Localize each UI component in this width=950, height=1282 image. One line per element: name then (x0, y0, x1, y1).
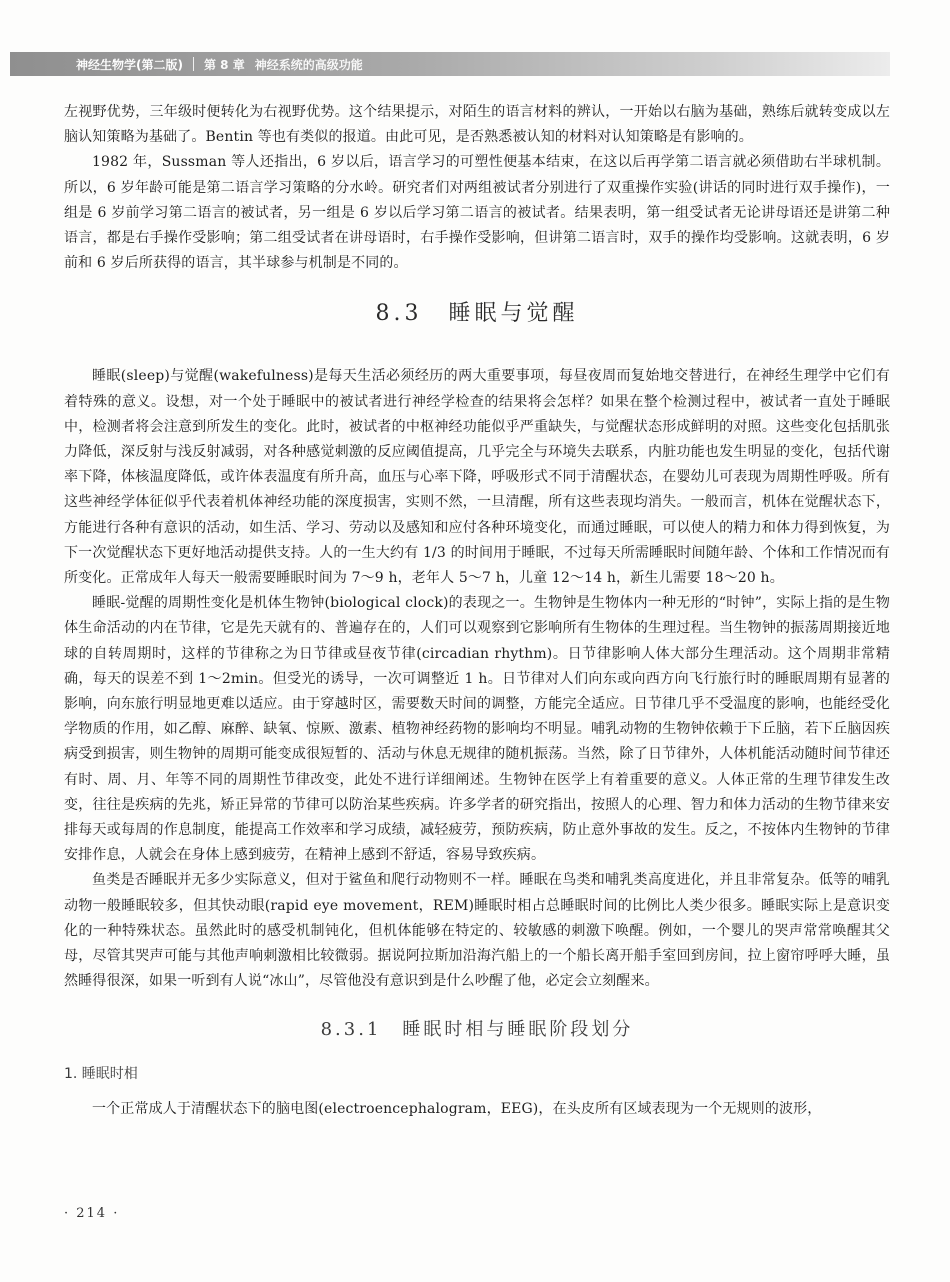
book-title: 神经生物学(第二版) (76, 57, 183, 72)
item-heading: 1. 睡眠时相 (64, 1065, 138, 1082)
subsection-title: 8.3.1 睡眠时相与睡眠阶段划分 (320, 1018, 634, 1040)
chapter-title: 神经系统的高级功能 (254, 57, 363, 72)
header-divider (193, 57, 194, 71)
chapter-label: 第 8 章 (203, 57, 245, 72)
page-body (64, 100, 890, 1122)
eeg-paragraph: 一个正常成人于清醒状态下的脑电图(electroencephalogram，EEG)，在头皮所有区域表现为一个无规则的波形， (92, 1100, 822, 1117)
biological-clock-paragraph: 睡眠-觉醒的周期性变化是机体生物钟(biological clock)的表现之一。生物钟是生物体内一种无形的“时钟”，实际上指的是生物体生命活动的内在节律，它是先天就有的、普遍存在的，人们可以观察到它影响所有生物体的生理过程。当生物钟的振荡周期接近地球的自转周期时，这样的节律称之为日节律或昼夜节律(circadian rhythm)。日节律影响人体大部分生理活动。这个周期非常精确，每天的误差不到 1～2min。但受光的诱导，一次可调整近 1 h。日节律对人们向东或向西方向飞行旅行时的睡眠周期有显著的影响，向东旅行明显地更难以适应。由于穿越时区，需要数天时间的调整，方能完全适应。日节律几乎不受温度的影响，也能经受化学物质的作用，如乙醇、麻醉、缺氧、惊厥、激素、植物神经药物的影响均不明显。哺乳动物的生物钟依赖于下丘脑，若下丘脑因疾病受到损害，则生物钟的周期可能变成很短暂的、活动与休息无规律的随机振荡。当然，除了日节律外，人体机能活动随时间节律还有时、周、月、年等不同的周期性节律改变，此处不进行详细阐述。生物钟在医学上有着重要的意义。人体正常的生理节律发生改变，往往是疾病的先兆，矫正异常的节律可以防治某些疾病。许多学者的研究指出，按照人的心理、智力和体力活动的生物节律来安排每天或每周的作息制度，能提高工作效率和学习成绩，减轻疲劳，预防疾病，防止意外事故的发生。反之，不按体内生物钟的节律安排作息，人就会在身体上感到疲劳，在精神上感到不舒适，容易导致疾病。 (64, 595, 890, 864)
intro-paragraph-continued: 左视野优势，三年级时便转化为右视野优势。这个结果提示，对陌生的语言材料的辨认，一开始以右脑为基础，熟练后就转变成以左脑认知策略为基础了。Bentin 等也有类似的报道。由此可见，是否熟悉被认知的材料对认知策略是有影响的。 (64, 104, 890, 146)
sleep-wake-paragraph: 睡眠(sleep)与觉醒(wakefulness)是每天生活必须经历的两大重要事项，每昼夜周而复始地交替进行，在神经生理学中它们有着特殊的意义。设想，对一个处于睡眠中的被试者进行神经学检查的结果将会怎样？如果在整个检测过程中，被试者一直处于睡眠中，检测者将会注意到所发生的变化。此时，被试者的中枢神经功能似乎严重缺失，与觉醒状态形成鲜明的对照。这些变化包括肌张力降低，深反射与浅反射减弱，对各种感觉刺激的反应阈值提高，几乎完全与环境失去联系，内脏功能也发生明显的变化，包括代谢率下降，体核温度降低，或许体表温度有所升高，血压与心率下降，呼吸形式不同于清醒状态，在婴幼儿可表现为周期性呼吸。所有这些神经学体征似乎代表着机体神经功能的深度损害，实则不然，一旦清醒，所有这些表现均消失。一般而言，机体在觉醒状态下，方能进行各种有意识的活动，如生活、学习、劳动以及感知和应付各种环境变化，而通过睡眠，可以使人的精力和体力得到恢复，为下一次觉醒状态下更好地活动提供支持。人的一生大约有 1/3 的时间用于睡眠，不过每天所需睡眠时间随年龄、个体和工作情况而有所变化。正常成年人每天一般需要睡眠时间为 7～9 h，老年人 5～7 h，儿童 12～14 h，新生儿需要 18～20 h。 (64, 368, 890, 587)
section-title: 8.3 睡眠与觉醒 (375, 301, 579, 327)
animal-sleep-paragraph: 鱼类是否睡眠并无多少实际意义，但对于鲨鱼和爬行动物则不一样。睡眠在鸟类和哺乳类高度进化，并且非常复杂。低等的哺乳动物一般睡眠较多，但其快动眼(rapid eye movement，REM)睡眠时相占总睡眠时间的比例比人类少很多。睡眠实际上是意识变化的一种特殊状态。虽然此时的感受机制钝化，但机体能够在特定的、较敏感的刺激下唤醒。例如，一个婴儿的哭声常常唤醒其父母，尽管其哭声可能与其他声响刺激相比较微弱。据说阿拉斯加沿海汽船上的一个船长离开船手室回到房间，拉上窗帘呼呼大睡，虽然睡得很深，如果一听到有人说“冰山”，尽管他没有意识到是什么吵醒了他，必定会立刻醒来。 (64, 872, 890, 990)
intro-paragraph-sussman: 1982 年，Sussman 等人还指出，6 岁以后，语言学习的可塑性便基本结束，在这以后再学第二语言就必须借助右半球机制。所以，6 岁年龄可能是第二语言学习策略的分水岭。研究者们对两组被试者分别进行了双重操作实验(讲话的同时进行双手操作)，一组是 6 岁前学习第二语言的被试者，另一组是 6 岁以后学习第二语言的被试者。结果表明，第一组受试者无论讲母语还是讲第二种语言，都是右手操作受影响；第二组受试者在讲母语时，右手操作受影响，但讲第二语言时，双手的操作均受影响。这就表明，6 岁前和 6 岁后所获得的语言，其半球参与机制是不同的。 (64, 154, 890, 272)
page-number: · 214 · (64, 1206, 120, 1221)
running-header (10, 52, 890, 76)
